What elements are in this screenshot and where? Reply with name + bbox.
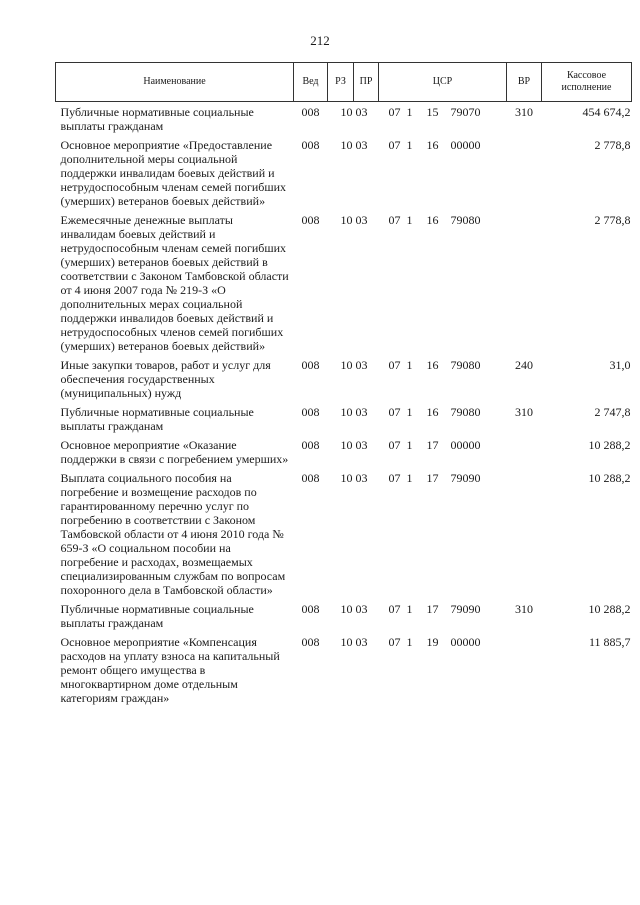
row-ved: 008	[301, 138, 320, 152]
row-rz: 10	[340, 213, 353, 227]
row-sum: 10 288,2	[588, 438, 631, 452]
csr-event: 19	[426, 635, 439, 649]
csr-program: 07	[388, 438, 401, 452]
csr-subprogram: 1	[406, 138, 413, 152]
row-rz: 10	[340, 471, 353, 485]
csr-subprogram: 1	[406, 358, 413, 372]
row-pr: 03	[355, 635, 368, 649]
csr-direction: 79090	[450, 471, 481, 485]
row-sum: 10 288,2	[588, 602, 631, 616]
row-csr	[379, 438, 507, 471]
row-name: Иные закупки товаров, работ и услуг для обеспечения государственных (муниципальных) нужд	[60, 358, 271, 400]
row-csr	[379, 358, 507, 405]
row-pr: 03	[355, 438, 368, 452]
row-name: Основное мероприятие «Оказание поддержки в связи с погребением умерших»	[60, 438, 289, 466]
table-row	[56, 635, 632, 710]
row-sum: 2 747,8	[594, 405, 631, 419]
csr-event: 15	[426, 105, 439, 119]
header-name: Наименование	[56, 63, 294, 102]
row-csr	[379, 213, 507, 358]
budget-table	[55, 62, 632, 710]
csr-program: 07	[388, 138, 401, 152]
csr-program: 07	[388, 213, 401, 227]
csr-subprogram: 1	[406, 405, 413, 419]
csr-subprogram: 1	[406, 602, 413, 616]
row-ved: 008	[301, 635, 320, 649]
header-sum: Кассовое исполнение	[542, 63, 632, 102]
row-name: Публичные нормативные социальные выплаты гражданам	[60, 105, 254, 133]
csr-event: 16	[426, 138, 439, 152]
row-name: Основное мероприятие «Предоставление дополнительной меры социальной поддержки инвалидам боевых действий и нетрудоспособным членам семей погибших (умерших) ветеранов боевых действий»	[60, 138, 287, 208]
row-pr: 03	[355, 405, 368, 419]
row-rz: 10	[340, 438, 353, 452]
row-name: Выплата социального пособия на погребение и возмещение расходов по гарантированному перечню услуг по погребению в соответствии с Законом Тамбовской области от 4 июня 2010 года № 659-З «О социальном пособии на погребение и расходах, возмещаемых специализированным службам по вопросам похоронного дела в Тамбовской области»	[60, 471, 286, 597]
row-csr	[379, 602, 507, 635]
row-vr	[507, 471, 542, 602]
row-pr: 03	[355, 105, 368, 119]
row-csr	[379, 102, 507, 139]
row-rz: 10	[340, 602, 353, 616]
table-header	[56, 63, 632, 102]
row-name: Публичные нормативные социальные выплаты гражданам	[60, 405, 254, 433]
row-sum: 2 778,8	[594, 138, 631, 152]
row-csr	[379, 405, 507, 438]
row-csr	[379, 138, 507, 213]
row-sum: 2 778,8	[594, 213, 631, 227]
csr-event: 17	[426, 602, 439, 616]
row-pr: 03	[355, 213, 368, 227]
header-ved: Вед	[294, 63, 328, 102]
row-ved: 008	[301, 405, 320, 419]
row-ved: 008	[301, 213, 320, 227]
csr-direction: 00000	[450, 438, 481, 452]
row-csr	[379, 635, 507, 710]
csr-direction: 00000	[450, 635, 481, 649]
row-rz: 10	[340, 405, 353, 419]
csr-program: 07	[388, 635, 401, 649]
row-csr	[379, 471, 507, 602]
header-csr: ЦСР	[379, 63, 507, 102]
row-name: Основное мероприятие «Компенсация расходов на уплату взноса на капитальный ремонт общего имущества в многоквартирном доме отдельным категориям граждан»	[60, 635, 280, 705]
row-pr: 03	[355, 138, 368, 152]
row-rz: 10	[340, 105, 353, 119]
csr-program: 07	[388, 105, 401, 119]
csr-subprogram: 1	[406, 438, 413, 452]
csr-subprogram: 1	[406, 213, 413, 227]
csr-event: 17	[426, 471, 439, 485]
row-ved: 008	[301, 358, 320, 372]
csr-direction: 79070	[450, 105, 481, 119]
row-vr	[507, 213, 542, 358]
row-vr: 310	[515, 405, 533, 419]
row-vr: 240	[515, 358, 533, 372]
header-vr: ВР	[507, 63, 542, 102]
row-sum: 454 674,2	[582, 105, 631, 119]
row-ved: 008	[301, 105, 320, 119]
csr-event: 17	[426, 438, 439, 452]
table-row	[56, 138, 632, 213]
row-ved: 008	[301, 471, 320, 485]
csr-event: 16	[426, 213, 439, 227]
row-vr	[507, 438, 542, 471]
csr-subprogram: 1	[406, 471, 413, 485]
csr-program: 07	[388, 405, 401, 419]
table-row	[56, 602, 632, 635]
table-row	[56, 438, 632, 471]
csr-direction: 79080	[450, 358, 481, 372]
header-rz: РЗ	[328, 63, 354, 102]
csr-event: 16	[426, 358, 439, 372]
table-row	[56, 471, 632, 602]
csr-subprogram: 1	[406, 105, 413, 119]
table-row	[56, 405, 632, 438]
page-number: 212	[310, 33, 330, 48]
row-rz: 10	[340, 635, 353, 649]
row-sum: 10 288,2	[588, 471, 631, 485]
csr-program: 07	[388, 602, 401, 616]
row-ved: 008	[301, 438, 320, 452]
row-pr: 03	[355, 602, 368, 616]
row-vr	[507, 138, 542, 213]
csr-subprogram: 1	[406, 635, 413, 649]
row-rz: 10	[340, 138, 353, 152]
csr-program: 07	[388, 471, 401, 485]
row-pr: 03	[355, 358, 368, 372]
row-sum: 31,0	[609, 358, 631, 372]
row-name: Публичные нормативные социальные выплаты гражданам	[60, 602, 254, 630]
row-rz: 10	[340, 358, 353, 372]
row-sum: 11 885,7	[588, 635, 631, 649]
csr-direction: 79080	[450, 405, 481, 419]
csr-direction: 00000	[450, 138, 481, 152]
row-name: Ежемесячные денежные выплаты инвалидам боевых действий и нетрудоспособным членам семей погибших (умерших) ветеранов боевых действий в соответствии с Законом Тамбовской области от 4 июня 2007 года № 219-З «О дополнительных мерах социальной поддержки инвалидов боевых действий и нетрудоспособных членов семей погибших (умерших) ветеранов боевых действий»	[60, 213, 289, 353]
table-row	[56, 102, 632, 139]
table-row	[56, 358, 632, 405]
row-ved: 008	[301, 602, 320, 616]
csr-direction: 79080	[450, 213, 481, 227]
csr-program: 07	[388, 358, 401, 372]
row-vr	[507, 635, 542, 710]
csr-event: 16	[426, 405, 439, 419]
row-vr: 310	[515, 105, 533, 119]
header-pr: ПР	[354, 63, 379, 102]
row-vr: 310	[515, 602, 533, 616]
table-body	[56, 102, 632, 711]
table-row	[56, 213, 632, 358]
row-pr: 03	[355, 471, 368, 485]
csr-direction: 79090	[450, 602, 481, 616]
